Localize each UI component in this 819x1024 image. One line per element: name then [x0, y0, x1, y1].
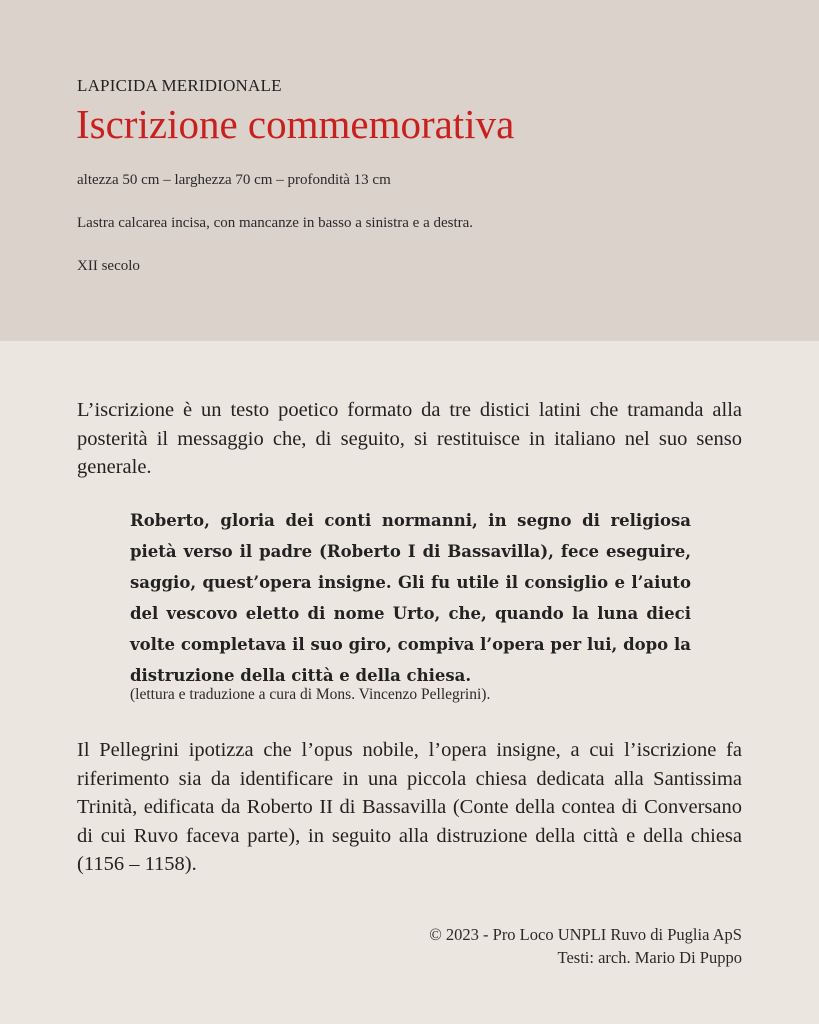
header-panel — [0, 0, 819, 341]
credits-text: Testi: arch. Mario Di Puppo — [557, 948, 742, 967]
page-title: Iscrizione commemorativa — [76, 101, 515, 147]
author-label: LAPICIDA MERIDIONALE — [77, 76, 282, 95]
translation-credit: (lettura e traduzione a cura di Mons. Vincenzo Pellegrini). — [130, 686, 491, 703]
period-text: XII secolo — [77, 258, 140, 274]
intro-paragraph: L’iscrizione è un testo poetico formato da tre distici latini che tramanda alla posterità il messaggio che, di seguito, si restituisce in italiano nel suo senso generale. — [77, 399, 742, 478]
material-text: Lastra calcarea incisa, con mancanze in basso a sinistra e a destra. — [77, 215, 474, 231]
commentary-paragraph: Il Pellegrini ipotizza che l’opus nobile, l’opera insigne, a cui l’iscrizione fa riferimento sia da identificare in una piccola chiesa dedicata alla Santissima Trinità, edificata da Roberto II di Bassavilla (Conte della contea di Conversano di cui Ruvo faceva parte), in seguito alla distruzione della città e della chiesa (1156 – 1158). — [77, 739, 742, 875]
copyright-text: © 2023 - Pro Loco UNPLI Ruvo di Puglia ApS — [429, 925, 742, 944]
dimensions-text: altezza 50 cm – larghezza 70 cm – profondità 13 cm — [77, 172, 391, 188]
translation-quote: Roberto, gloria dei conti normanni, in segno di religiosa pietà verso il padre (Roberto I di Bassavilla), fece eseguire, saggio, quest’opera insigne. Gli fu utile il consiglio e l’aiuto del vescovo eletto di nome Urto, che, quando la luna dieci volte completava il suo giro, compiva l’opera per lui, dopo la distruzione della città e della chiesa. — [130, 511, 691, 685]
